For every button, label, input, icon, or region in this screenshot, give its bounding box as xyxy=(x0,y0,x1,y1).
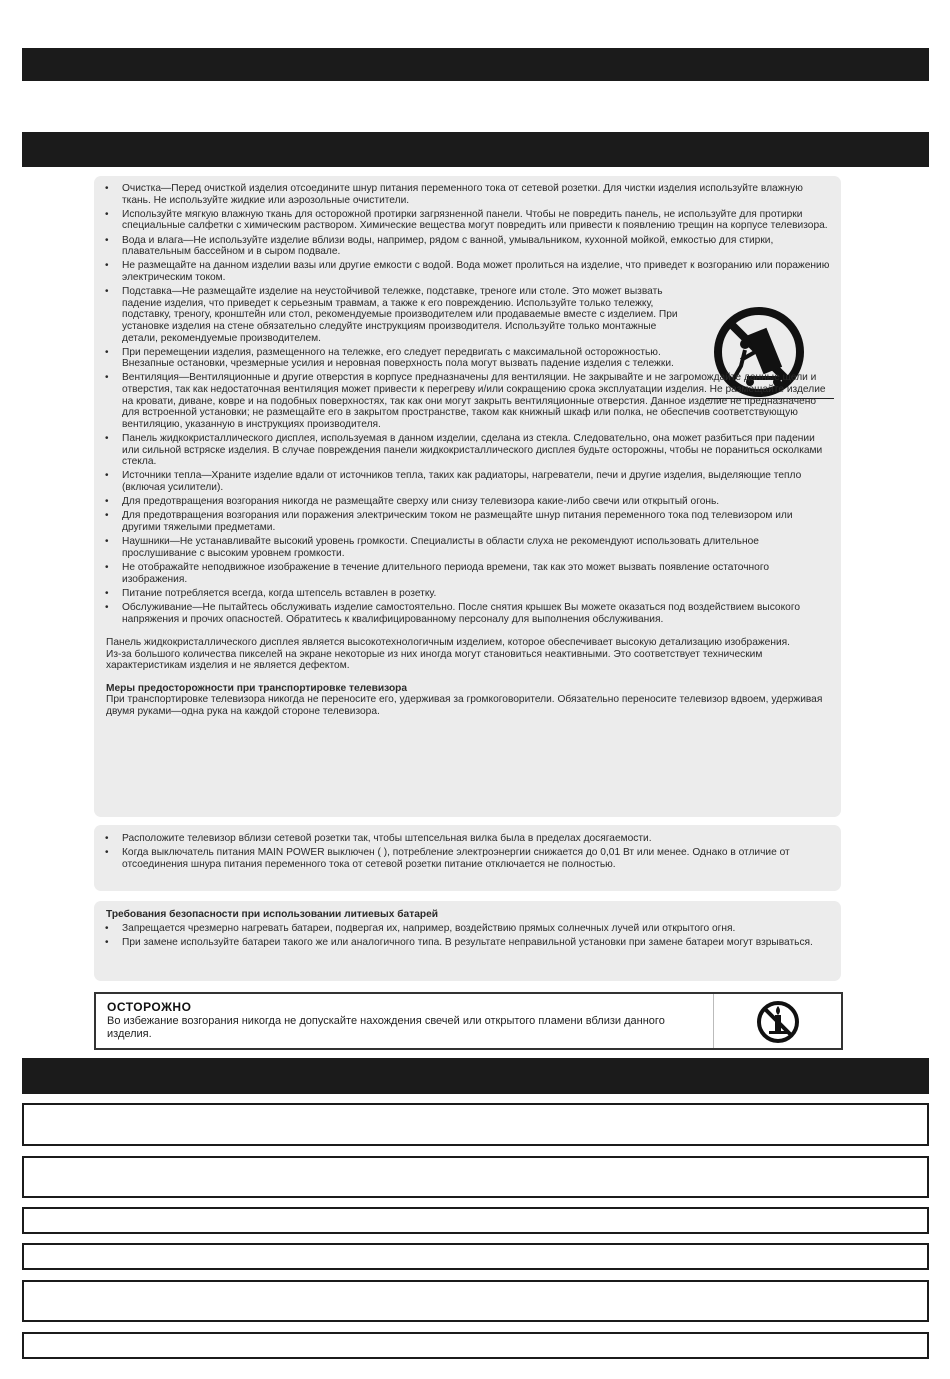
caution-title: ОСТОРОЖНО xyxy=(107,1000,192,1014)
list-item: • Обслуживание—Не пытайтесь обслуживать изделие самостоятельно. После снятия крышек Вы можете оказаться под воздействием высокого напряжения и прочих опасностей. Обратитесь к квалифицированному персоналу для выполнения обслуживания. xyxy=(94,602,831,625)
battery-title: Требования безопасности при использовании литиевых батарей xyxy=(106,909,439,920)
power-panel xyxy=(94,825,841,891)
empty-frame-2 xyxy=(22,1156,929,1198)
list-item: • Источники тепла—Храните изделие вдали от источников тепла, таких как радиаторы, нагреватели, печи и другие изделия, выделяющие тепло (включая усилители). xyxy=(94,470,831,493)
caution-box xyxy=(94,992,843,1050)
list-item: • Когда выключатель питания MAIN POWER выключен ( ), потребление электроэнергии снижается до 0,01 Вт или менее. Однако в отличие от отсоединения шнура питания переменного тока от сетевой розетки питание отключается не полностью. xyxy=(94,847,831,870)
caution-divider xyxy=(713,994,714,1048)
empty-frame-3 xyxy=(22,1207,929,1234)
list-item: • Подставка—Не размещайте изделие на неустойчивой тележке, подставке, треноге или столе. Это может вызвать падение изделия, что приведет к серьезным травмам, а также к его повреждению. Используйте только тележку, подставку, треногу, кронштейн или стол, рекомендуемые производителем или продаваемые вместе с изделием. При установке изделия на стене обязательно следуйте инструкциям производителя. Используйте только монтажные детали, рекомендуемые производителем. xyxy=(94,286,688,344)
empty-frame-1 xyxy=(22,1103,929,1146)
list-item: • Очистка—Перед очисткой изделия отсоедините шнур питания переменного тока от сетевой розетки. Для чистки изделия используйте влажную ткань. Не используйте жидкие или аэрозольные очистители. xyxy=(94,183,831,206)
transport-title: Меры предосторожности при транспортировке телевизора xyxy=(106,682,408,694)
caution-text: Во избежание возгорания никогда не допускайте нахождения свечей или открытого пламени вблизи данного изделия. xyxy=(107,1015,665,1040)
list-item: • При перемещении изделия, размещенного на тележке, его следует передвигать с максимальной осторожностью. Внезапные остановки, чрезмерные усилия и неровная поверхность пола могут вызвать падение изделия с тележки. xyxy=(94,347,688,370)
bottom-header-bar xyxy=(22,1058,929,1094)
list-item: • Для предотвращения возгорания или поражения электрическим током не размещайте шнур питания переменного тока под телевизором или другими тяжелыми предметами. xyxy=(94,510,831,533)
list-item: • Панель жидкокристаллического дисплея, используемая в данном изделии, сделана из стекла. Следовательно, она может разбиться при падении или сильной встряске изделия. В случае повреждения панели жидкокристаллического дисплея будьте осторожны, чтобы не пораниться осколками стекла. xyxy=(94,433,831,468)
transport-text: При транспортировке телевизора никогда не переносите его, удерживая за громкоговорители. Обязательно переносите телевизор вдвоем, удерживая двумя руками—одна рука на каждой стороне телевизора. xyxy=(106,694,823,718)
list-item: • Расположите телевизор вблизи сетевой розетки так, чтобы штепсельная вилка была в пределах досягаемости. xyxy=(94,833,831,845)
power-list xyxy=(94,833,831,870)
empty-frame-6 xyxy=(22,1332,929,1359)
no-candle-icon xyxy=(749,999,807,1045)
section-header-bar xyxy=(22,132,929,167)
lcd-paragraph-2: Из-за большого количества пикселей на экране некоторые из них иногда могут становиться неактивными. Это соответствует техническим характеристикам изделия и не является дефектом. xyxy=(106,648,763,672)
safety-list xyxy=(94,183,831,625)
top-header-bar xyxy=(22,48,929,81)
list-item: • Не отображайте неподвижное изображение в течение длительного периода времени, так как это может вызвать появление остаточного изображения. xyxy=(94,562,831,585)
safety-panel xyxy=(94,176,841,817)
list-item: • Не размещайте на данном изделии вазы или другие емкости с водой. Вода может пролиться на изделие, что приведет к возгоранию или поражению электрическим током. xyxy=(94,260,831,283)
battery-panel xyxy=(94,901,841,981)
list-item: • Для предотвращения возгорания никогда не размещайте сверху или снизу телевизора какие-либо свечи или открытый огонь. xyxy=(94,496,831,508)
list-item: • Наушники—Не устанавливайте высокий уровень громкости. Специалисты в области слуха не рекомендуют использовать длительное прослушивание с высоким уровнем громкости. xyxy=(94,536,831,559)
battery-list xyxy=(94,923,831,949)
list-item: • При замене используйте батареи такого же или аналогичного типа. В результате неправильной установки при замене батареи могут взрываться. xyxy=(94,937,831,949)
empty-frame-5 xyxy=(22,1280,929,1322)
lcd-paragraph-1: Панель жидкокристаллического дисплея является высокотехнологичным изделием, которое обеспечивает высокую детализацию изображения. xyxy=(106,637,791,649)
list-item: • Вода и влага—Не используйте изделие вблизи воды, например, рядом с ванной, умывальником, кухонной мойкой, емкостью для стирки, плавательным бассейном и в сыром подвале. xyxy=(94,235,831,258)
list-item: • Используйте мягкую влажную ткань для осторожной протирки загрязненной панели. Чтобы не повредить панель, не используйте для протирки специальные салфетки с химическим раствором. Химические вещества могут повредить или привести к появлению трещин на корпусе телевизора. xyxy=(94,209,831,232)
list-item: • Запрещается чрезмерно нагревать батареи, подвергая их, например, воздействию прямых солнечных лучей или открытого огня. xyxy=(94,923,831,935)
list-item: • Вентиляция—Вентиляционные и другие отверстия в корпусе предназначены для вентиляции. Не закрывайте и не загромождайте данные щели и отверстия, так как недостаточная вентиляция может привести к перегреву и/или сокращению срока эксплуатации изделия. Не размещайте изделие на кровати, диване, ковре и на подобных поверхностях, так как они могут закрыть вентиляционные отверстия. Данное изделие не предназначено для встроенной установки; не размещайте его в закрытом пространстве, таком как книжный шкаф или полка, не обеспечив соответствующую вентиляцию, указанную в инструкциях производителя. xyxy=(94,372,831,430)
list-item: • Питание потребляется всегда, когда штепсель вставлен в розетку. xyxy=(94,588,831,600)
empty-frame-4 xyxy=(22,1243,929,1270)
